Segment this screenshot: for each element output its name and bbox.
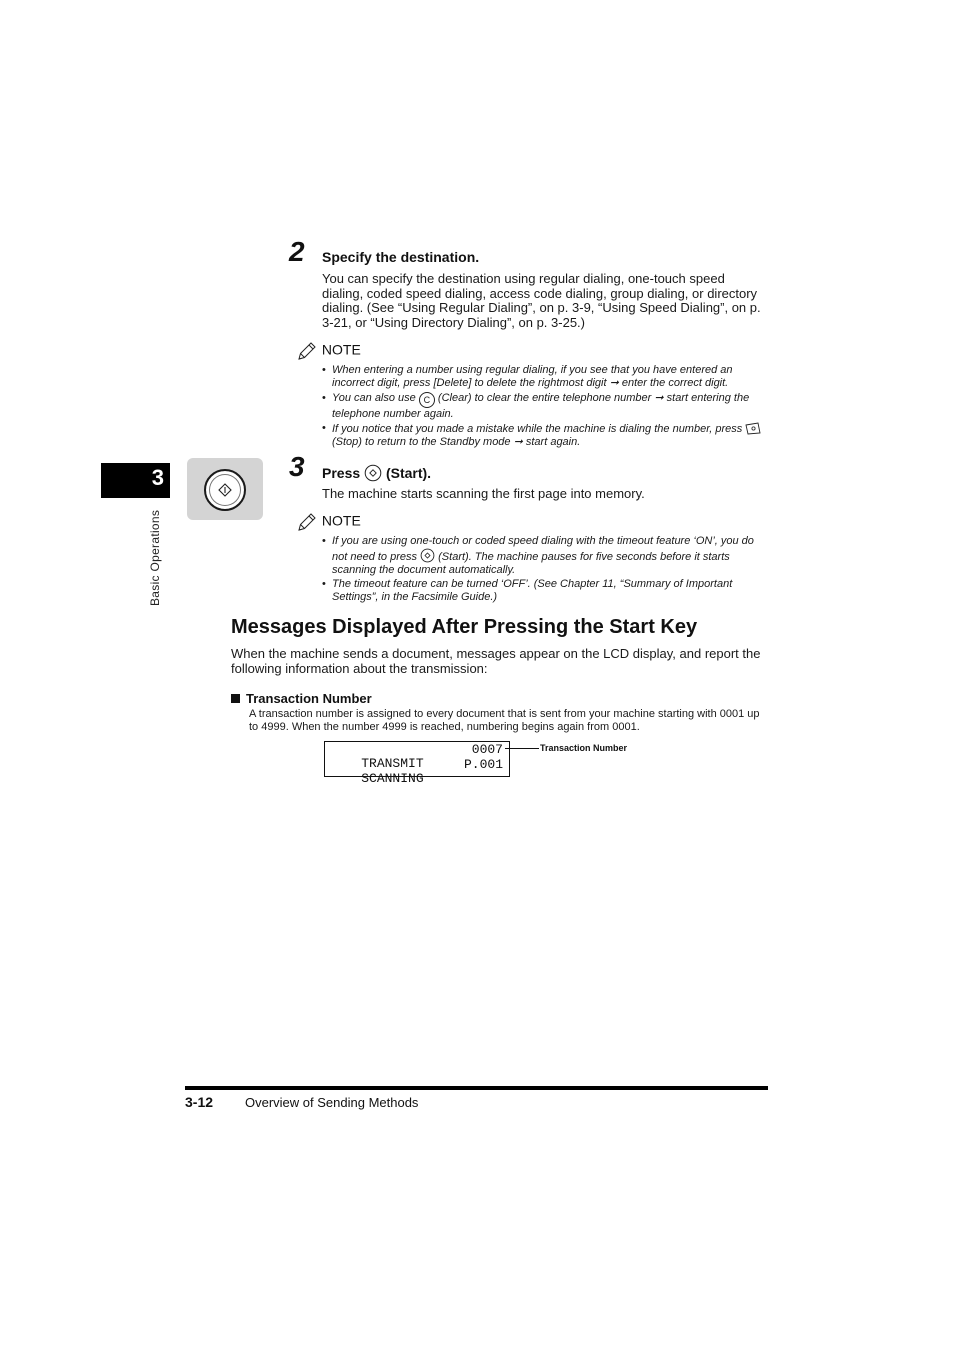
stop-key-icon	[745, 422, 761, 435]
step-2-number: 2	[289, 236, 305, 267]
section-title: Messages Displayed After Pressing the Start Key	[231, 616, 698, 638]
section-intro: When the machine sends a document, messages appear on the LCD display, and report the following information about the transmission:	[231, 646, 761, 676]
step-2-body: You can specify the destination using regular dialing, one-touch speed dialing, coded speed dialing, access code dialing, group dialing, or directory dialing. (See “Using Regular Dialing”, on p. 3-9, “Using Speed Dialing”, on p. 3-21, or “Using Directory Dialing”, on p. 3-25.)	[322, 271, 761, 330]
chapter-tab	[101, 463, 170, 498]
clear-key-icon: C	[419, 392, 435, 408]
lcd-display	[324, 741, 510, 786]
pencil-note-icon	[296, 512, 318, 532]
step-2-note-2: • You can also use C (Clear) to clear the entire telephone number ➞ start entering the telephone number again.	[322, 392, 768, 421]
pencil-note-icon	[296, 341, 318, 361]
step-3-note-label: NOTE	[321, 512, 361, 529]
page-number: 3-12	[185, 1094, 214, 1110]
footer-rule	[185, 1086, 768, 1090]
step-2-note-label: NOTE	[321, 341, 361, 358]
step-3-number: 3	[289, 451, 305, 482]
step-2-note-heading	[296, 341, 361, 361]
start-key-icon	[420, 548, 435, 563]
step-3-title: Press (Start).	[322, 465, 432, 481]
step-3-note-heading	[296, 512, 361, 532]
chapter-number: 3	[151, 465, 164, 490]
lcd-row-2-left: SCANNING	[361, 771, 424, 786]
step-3-body: The machine starts scanning the first page into memory.	[322, 486, 645, 501]
step-3-note-list	[322, 535, 768, 606]
callout-leader-line	[505, 748, 539, 749]
start-key-button	[204, 469, 246, 511]
step-3-note-1: • If you are using one-touch or coded speed dialing with the timeout feature ‘ON’, you do not need to press (Start). The machine pauses for five seconds before it starts scanning the document automatically.	[322, 535, 768, 576]
footer-title: Overview of Sending Methods	[245, 1095, 419, 1110]
lcd-page-number: P.001	[463, 757, 503, 772]
sub-heading-transaction-number: Transaction Number	[231, 691, 372, 706]
lcd-transaction-number: 0007	[471, 742, 503, 757]
start-key-illustration	[187, 458, 263, 520]
square-bullet-icon	[231, 694, 240, 703]
lcd-row-1-left: TRANSMIT	[361, 756, 424, 771]
step-2-note-3: • If you notice that you made a mistake while the machine is dialing the number, press (Stop) to return to the Standby mode ➞ start again.	[322, 422, 768, 449]
transaction-number-description: A transaction number is assigned to every document that is sent from your machine starting with 0001 up to 4999. When the number 4999 is reached, numbering begins again from 0001.	[249, 708, 760, 733]
chapter-side-label: Basic Operations	[148, 509, 162, 606]
callout-label: Transaction Number	[540, 743, 628, 753]
step-2-note-1: • When entering a number using regular dialing, if you see that you have entered an incorrect digit, press [Delete] to delete the rightmost digit ➞ enter the correct digit.	[322, 364, 768, 390]
lcd-row-2	[330, 757, 503, 786]
start-key-icon	[206, 471, 244, 509]
step-3-note-2: • The timeout feature can be turned ‘OFF’. (See Chapter 11, “Summary of Important Settings”, in the Facsimile Guide.)	[322, 578, 768, 604]
step-2-note-list	[322, 364, 768, 451]
start-key-icon	[364, 464, 382, 482]
step-2-title: Specify the destination.	[322, 249, 480, 265]
